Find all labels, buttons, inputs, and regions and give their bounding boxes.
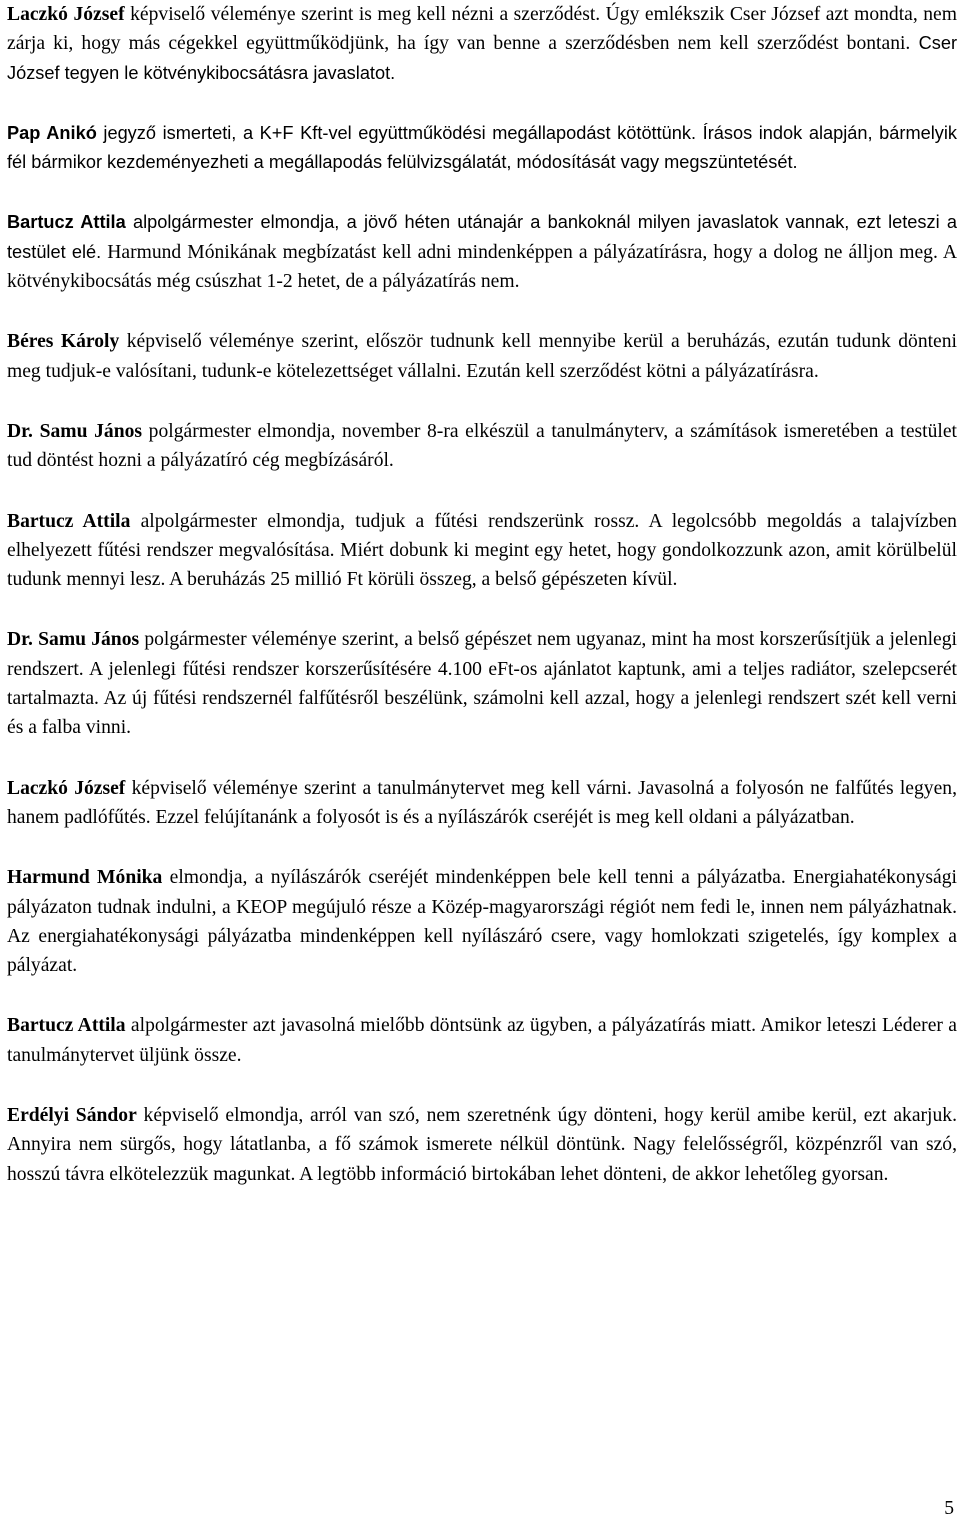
paragraph-7 xyxy=(7,625,957,742)
paragraph-10 xyxy=(7,1011,957,1070)
paragraph-text: alpolgármester azt javasolná mielőbb döntsünk az ügyben, a pályázatírás miatt. Amikor leteszi Léderer a tanulmánytervet üljünk össze. xyxy=(7,1015,957,1066)
speaker-name: Erdélyi Sándor xyxy=(7,1105,137,1127)
paragraph-text-sans: alpolgármester elmondja, a jövő héten utánajár a bankoknál milyen javaslatok vannak, ezt leteszi a testület elé. xyxy=(7,212,957,262)
paragraph-text: alpolgármester elmondja, tudjuk a fűtési rendszerünk rossz. A legolcsóbb megoldás a talajvízben elhelyezett fűtési rendszer megvalósítása. Miért dobunk ki megint egy hetet, hogy gondolkozzunk azon, amit körülbelül tudunk mennyi lesz. A beruházás 25 millió Ft körüli összeg, a belső gépészeten kívül. xyxy=(7,510,957,591)
paragraph-text: elmondja, a nyílászárók cseréjét mindenképpen bele kell tenni a pályázatba. Energiahatékonysági pályázaton tudnak indulni, a KEOP megújuló része a Közép-magyarországi régiót nem fedi le, innen nem pályázhatnak. Az energiahatékonysági pályázatba mindenképpen kell nyílászáró csere, vagy homlokzati szigetelés, így komplex a pályázat. xyxy=(7,867,957,977)
paragraph-11 xyxy=(7,1101,957,1189)
paragraph-4 xyxy=(7,327,957,386)
paragraph-9 xyxy=(7,863,957,980)
paragraph-8 xyxy=(7,774,957,833)
document-page xyxy=(7,0,957,1220)
paragraph-3 xyxy=(7,208,957,296)
paragraph-text: képviselő elmondja, arról van szó, nem szeretnénk úgy dönteni, hogy kerül amibe kerül, ezt akarjuk. Annyira nem sürgős, hogy látatlanba, a fő számok ismerete nélkül döntünk. Nagy felelősségről, közpénzről van szó, hosszú távra elkötelezzük magunkat. A legtöbb információ birtokában lehet dönteni, de akkor lehetőleg gyorsan. xyxy=(7,1105,957,1185)
paragraph-6 xyxy=(7,507,957,595)
speaker-name: Pap Anikó xyxy=(7,122,97,143)
paragraph-text: képviselő véleménye szerint, először tudnunk kell mennyibe kerül a beruházás, ezután tudunk dönteni meg tudjuk-e valósítani, tudunk-e kötelezettséget vállalni. Ezután kell szerződést kötni a pályázatírásra. xyxy=(7,331,957,382)
speaker-name: Dr. Samu János xyxy=(7,629,140,651)
paragraph-5 xyxy=(7,417,957,476)
paragraph-text: polgármester elmondja, november 8-ra elkészül a tanulmányterv, a számítások ismeretében a testület tud döntést hozni a pályázatíró cég megbízásáról. xyxy=(7,420,957,472)
page-number: 5 xyxy=(944,1498,954,1519)
speaker-name: Harmund Mónika xyxy=(7,867,163,889)
speaker-name: Bartucz Attila xyxy=(7,212,126,233)
paragraph-text: képviselő véleménye szerint is meg kell nézni a szerződést. Úgy emlékszik Cser József azt mondta, nem zárja ki, hogy más cégekkel együttműködjünk, ha így van benne a szerződésben nem kell szerződést bontani. xyxy=(7,4,957,55)
speaker-name: Laczkó József xyxy=(7,777,126,799)
speaker-name: Bartucz Attila xyxy=(7,510,131,532)
speaker-name: Bartucz Attila xyxy=(7,1015,126,1037)
speaker-name: Laczkó József xyxy=(7,4,125,25)
paragraph-2 xyxy=(7,119,957,178)
paragraph-text: képviselő véleménye szerint a tanulmánytervet meg kell várni. Javasolná a folyosón ne falfűtés legyen, hanem padlófűtés. Ezzel felújítanánk a folyosót is és a nyílászárók cseréjét is meg kell oldani a pályázatban. xyxy=(7,777,957,828)
paragraph-text: Harmund Mónikának megbízatást kell adni mindenképpen a pályázatírásra, hogy a dolog ne álljon meg. A kötvénykibocsátás még csúszhat 1-2 hetet, de a pályázatírás nem. xyxy=(7,241,957,293)
speaker-name: Dr. Samu János xyxy=(7,420,143,442)
paragraph-text-tail: Cser József tegyen le kötvénykibocsátásra javaslatot. xyxy=(7,33,957,83)
paragraph-text: jegyző ismerteti, a K+F Kft-vel együttműködési megállapodást kötöttünk. Írásos indok alapján, bármelyik fél bármikor kezdeményezheti a megállapodás felülvizsgálatát, módosítását vagy megszüntetését. xyxy=(7,122,957,173)
paragraph-text: polgármester véleménye szerint, a belső gépészet nem ugyanaz, mint ha most korszerűsítjük a jelenlegi rendszert. A jelenlegi fűtési rendszer korszerűsítésére 4.100 eFt-os ajánlatot kaptunk, ami a teljes radiátor, szelepcserét tartalmazta. Az új fűtési rendszernél falfűtésről beszélünk, számolni kell azzal, hogy a jelenlegi rendszert szét kell verni és a falba vinni. xyxy=(7,629,957,739)
speaker-name: Béres Károly xyxy=(7,331,120,353)
paragraph-1 xyxy=(7,0,957,88)
